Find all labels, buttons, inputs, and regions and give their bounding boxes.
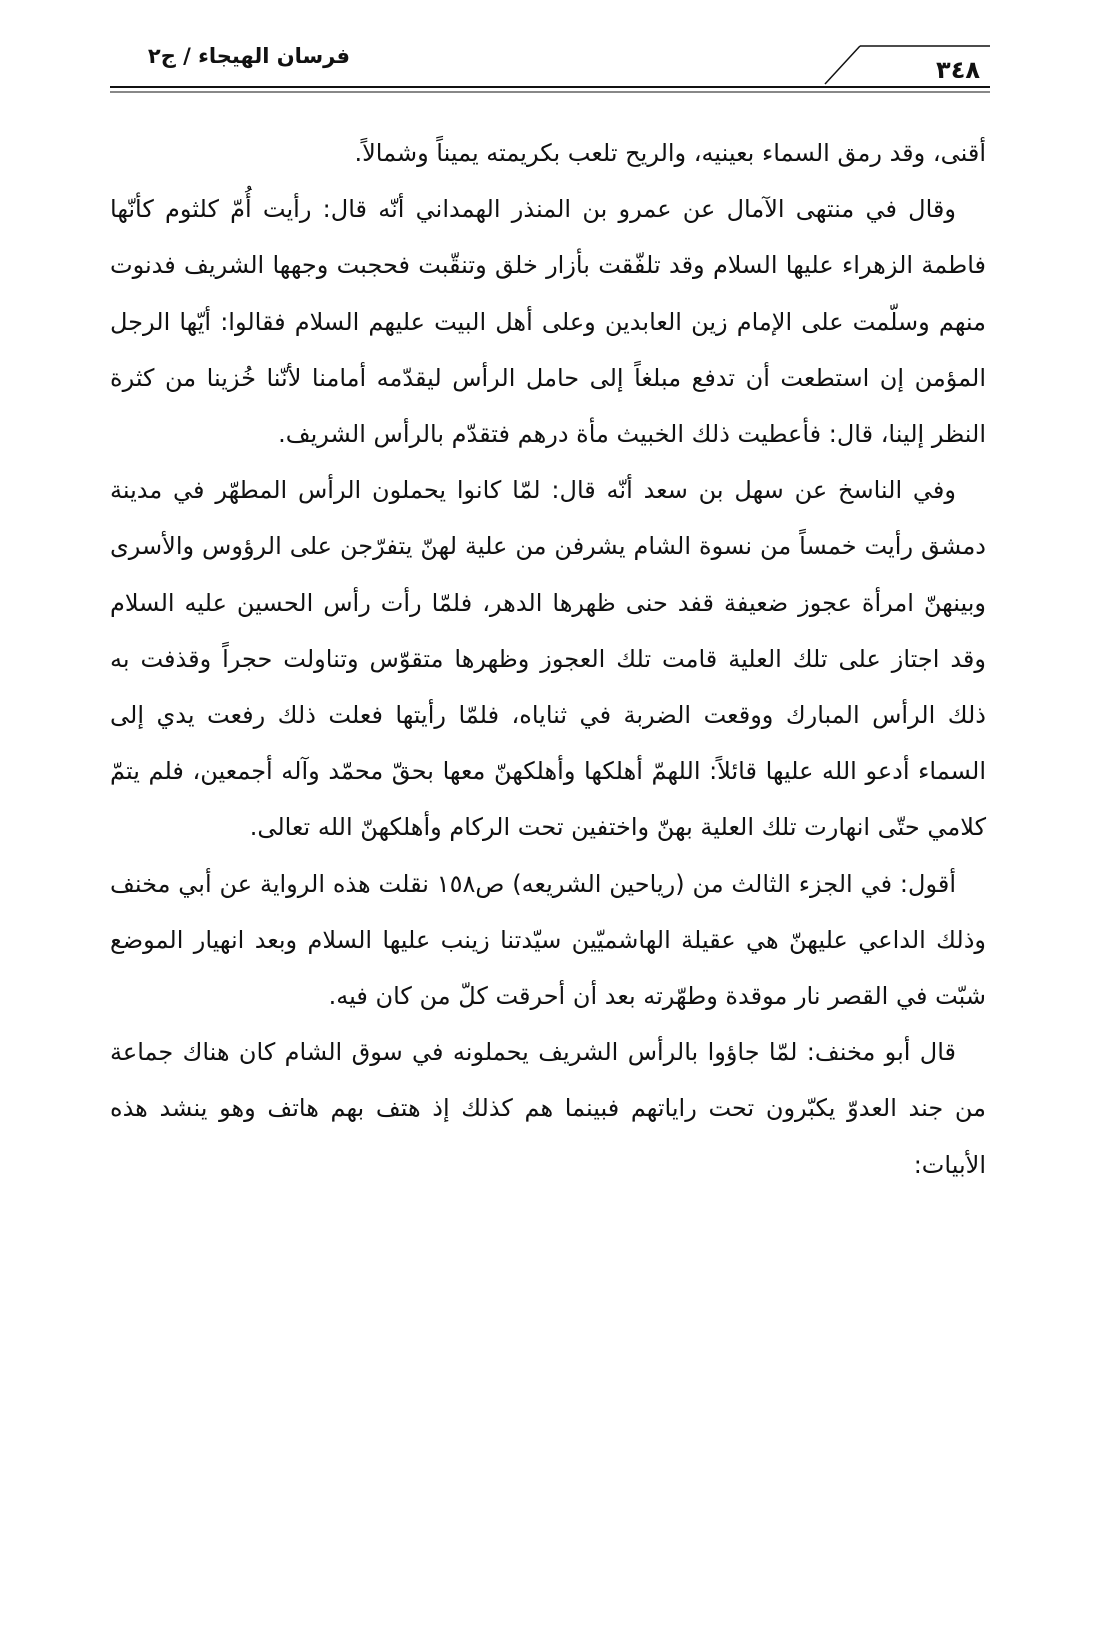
paragraph-5: قال أبو مخنف: لمّا جاؤوا بالرأس الشريف يحملونه في سوق الشام كان هناك جماعة من جند العدوّ يكبّرون تحت راياتهم فبينما هم كذلك إذ هتف بهم هاتف وهو ينشد هذه الأبيات: bbox=[110, 1038, 986, 1179]
paragraph-4: أقول: في الجزء الثالث من (رياحين الشريعه) ص١٥٨ نقلت هذه الرواية عن أبي مخنف وذلك الداعي عليهنّ هي عقيلة الهاشميّين سيّدتنا زينب عليها السلام وبعد انهيار الموضع شبّت في القصر نار موقدة وطهّرته بعد أن أحرقت كلّ من كان فيه. bbox=[110, 869, 986, 1011]
paragraph-2: وقال في منتهى الآمال عن عمرو بن المنذر الهمداني أنّه قال: رأيت أُمّ كلثوم كأنّها فاطمة الزهراء عليها السلام وقد تلفّقت بأزار خلق وتنقّبت فحجبت وجهها الشريف فدنوت منهم وسلّمت على الإمام زين العابدين وعلى أهل البيت عليهم السلام فقالوا: أيّها الرجل المؤمن إن استطعت أن تدفع مبلغاً إلى حامل الرأس ليقدّمه أمامنا لأنّنا خُزينا من كثرة النظر إلينا، قال: فأعطيت ذلك الخبيث مأة درهم فتقدّم بالرأس الشريف. bbox=[110, 195, 986, 449]
page-number: ٣٤٨ bbox=[936, 56, 980, 84]
paragraph-3: وفي الناسخ عن سهل بن سعد أنّه قال: لمّا كانوا يحملون الرأس المطهّر في مدينة دمشق رأيت خمساً من نسوة الشام يشرفن من علية لهنّ يتفرّجن على الرؤوس والأسرى وبينهنّ امرأة عجوز ضعيفة قفد حنى ظهرها الدهر، فلمّا رأت رأس الحسين عليه السلام وقد اجتاز على تلك العلية قامت تلك العجوز وظهرها متقوّس وتناولت حجراً وقذفت به ذلك الرأس المبارك ووقعت الضربة في ثناياه، فلمّا رأيتها فعلت ذلك رفعت يدي إلى السماء أدعو الله عليها قائلاً: اللهمّ أهلكها وأهلكهنّ معها بحقّ محمّد وآله أجمعين، فلم يتمّ كلامي حتّى انهارت تلك العلية بهنّ واختفين تحت الركام وأهلكهنّ الله تعالى. bbox=[110, 476, 986, 842]
page-header bbox=[110, 40, 990, 100]
body-text bbox=[110, 125, 986, 1193]
running-title: فرسان الهيجاء / ج٢ bbox=[147, 44, 350, 68]
paragraph-1: أقنى، وقد رمق السماء بعينيه، والريح تلعب بكريمته يميناً وشمالاً. bbox=[354, 139, 986, 167]
